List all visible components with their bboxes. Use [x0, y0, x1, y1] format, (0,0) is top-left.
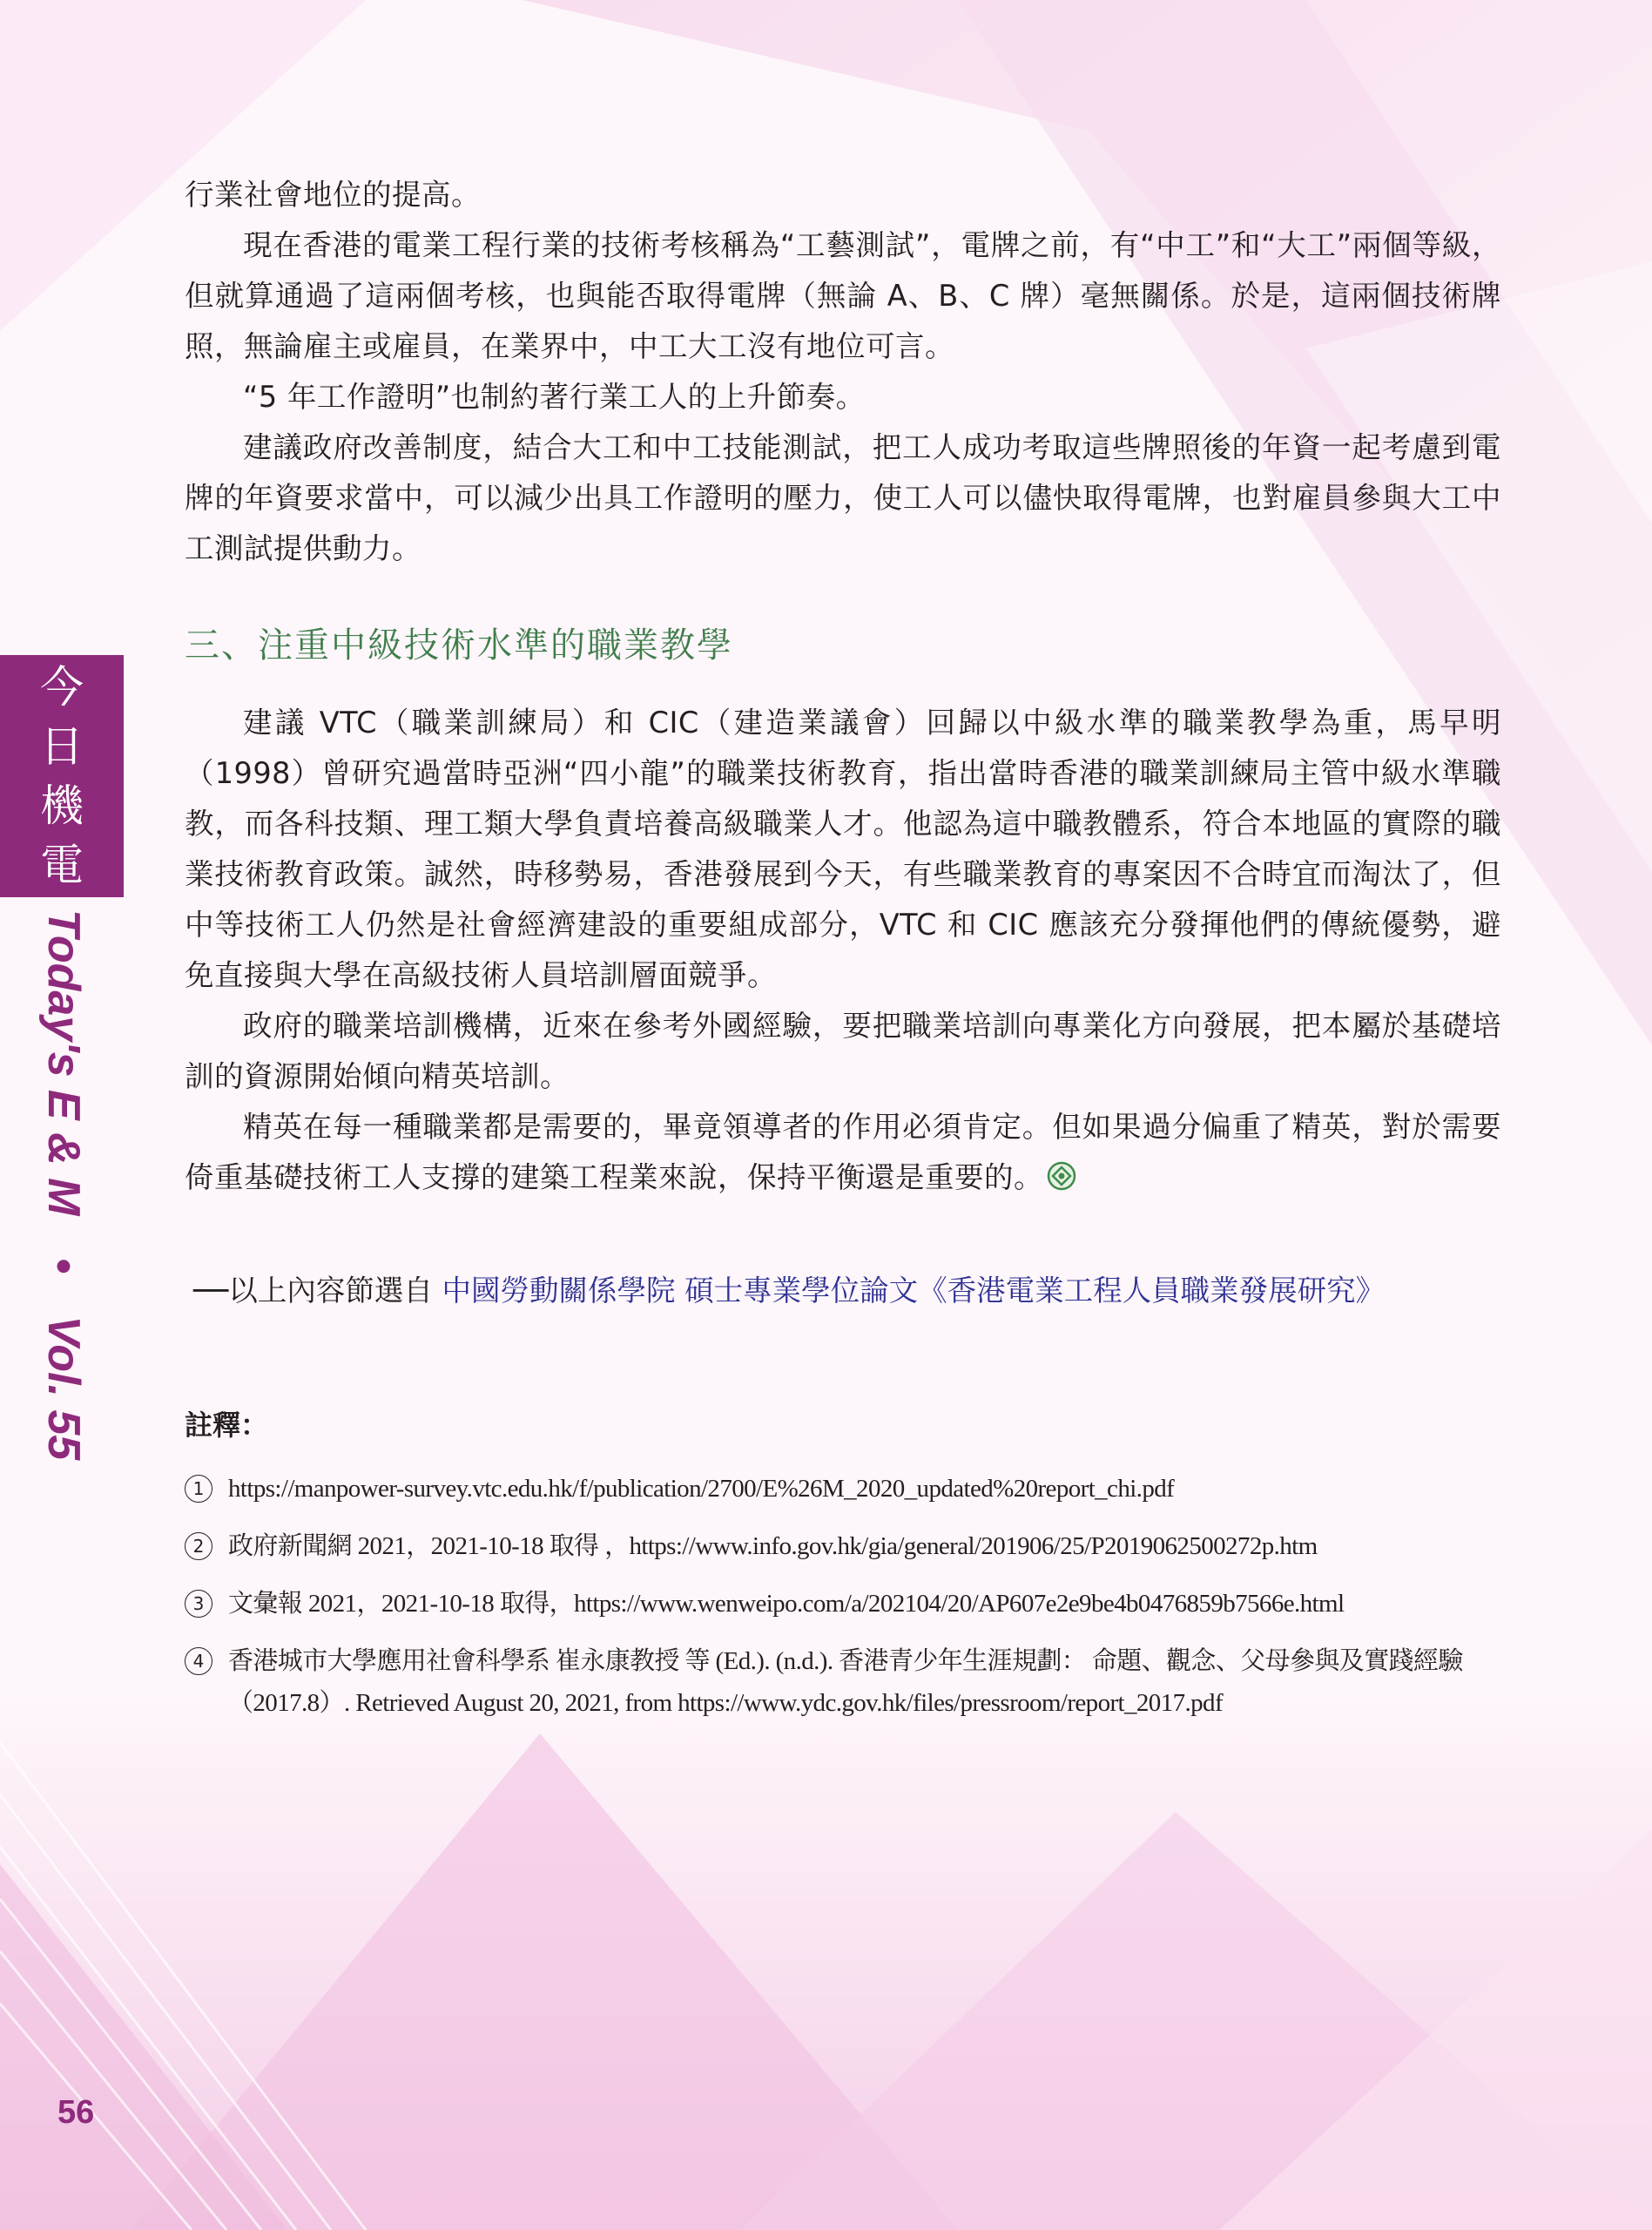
paragraph: 行業社會地位的提高。 — [185, 178, 481, 212]
footnote-text: 香港城市大學應用社會科學系 崔永康教授 等 (Ed.). (n.d.). 香港青少年生涯規劃： 命題、觀念、父母參與及實踐經驗（2017.8）. Retrieved August 20, 2021, from https://www.ydc.gov.hk/files/pressroom/report_2017.pdf — [228, 1647, 1463, 1717]
footnote-number: 1 — [185, 1475, 212, 1503]
magazine-title: Today's E & M — [38, 909, 89, 1216]
footnote-item — [185, 1525, 1501, 1567]
paragraph: “5 年工作證明”也制約著行業工人的上升節奏。 — [243, 380, 866, 414]
sidebar-tab-char: 今 — [40, 662, 84, 713]
footnote-number: 2 — [185, 1532, 212, 1560]
footnote-item — [185, 1468, 1501, 1510]
sidebar-tab-char: 機 — [40, 780, 84, 831]
sidebar-tab-char: 電 — [40, 840, 84, 890]
sidebar-tab-char: 日 — [40, 721, 84, 772]
section-heading: 三、注重中級技術水準的職業教學 — [185, 625, 733, 666]
footnote-item — [185, 1583, 1501, 1625]
source-attribution — [193, 1266, 1501, 1316]
footnote-number: 3 — [185, 1590, 212, 1618]
attribution-source: 中國勞動關係學院 碩士專業學位論文《香港電業工程人員職業發展研究》 — [442, 1274, 1386, 1308]
footnote-number: 4 — [185, 1647, 212, 1675]
magazine-title-vertical — [33, 909, 94, 1461]
paragraph — [185, 1102, 1501, 1203]
title-separator: • — [38, 1257, 89, 1274]
volume-label: Vol. 55 — [38, 1315, 89, 1461]
footnote-item — [185, 1640, 1501, 1724]
paragraph: 建議政府改善制度，結合大工和中工技能測試，把工人成功考取這些牌照後的年資一起考慮到電牌的年資要求當中，可以減少出具工作證明的壓力，使工人可以儘快取得電牌，也對雇員參與大工中工測試提供動力。 — [185, 430, 1501, 565]
article-body — [185, 170, 1501, 1740]
footnote-text: 政府新聞網 2021，2021-10-18 取得 ，https://www.info.gov.hk/gia/general/201906/25/P2019062500272p.htm — [228, 1532, 1318, 1560]
page-number: 56 — [57, 2094, 95, 2131]
footnote-text: 文彙報 2021，2021-10-18 取得，https://www.wenweipo.com/a/202104/20/AP607e2e9be4b0476859b7566e.html — [228, 1590, 1345, 1618]
paragraph: 現在香港的電業工程行業的技術考核稱為“工藝測試”，電牌之前，有“中工”和“大工”兩個等級，但就算通過了這兩個考核，也與能否取得電牌（無論 A、B、C 牌）毫無關係。於是，這兩個技術牌照，無論雇主或雇員，在業界中，中工大工沒有地位可言。 — [185, 228, 1501, 363]
attribution-prefix: ──以上內容節選自 — [193, 1274, 433, 1308]
paragraph-text: 精英在每一種職業都是需要的，畢竟領導者的作用必須肯定。但如果過分偏重了精英，對於需要倚重基礎技術工人支撐的建築工程業來說，保持平衡還是重要的。 — [185, 1110, 1501, 1194]
footnote-text: https://manpower-survey.vtc.edu.hk/f/publication/2700/E%26M_2020_updated%20report_chi.pdf — [228, 1475, 1175, 1503]
paragraph: 政府的職業培訓機構，近來在參考外國經驗，要把職業培訓向專業化方向發展，把本屬於基礎培訓的資源開始傾向精英培訓。 — [185, 1009, 1501, 1093]
article-end-icon — [1047, 1161, 1076, 1191]
paragraph: 建議 VTC（職業訓練局）和 CIC（建造業議會）回歸以中級水準的職業教學為重，馬早明（1998）曾研究過當時亞洲“四小龍”的職業技術教育，指出當時香港的職業訓練局主管中級水準職教，而各科技類、理工類大學負責培養高級職業人才。他認為這中職教體系，符合本地區的實際的職業技術教育政策。誠然，時移勢易，香港發展到今天，有些職業教育的專案因不合時宜而淘汰了，但中等技術工人仍然是社會經濟建設的重要組成部分，VTC 和 CIC 應該充分發揮他們的傳統優勢，避免直接與大學在高級技術人員培訓層面競爭。 — [185, 706, 1501, 992]
sidebar-tab — [0, 655, 124, 897]
notes-title: 註釋： — [185, 1409, 269, 1442]
